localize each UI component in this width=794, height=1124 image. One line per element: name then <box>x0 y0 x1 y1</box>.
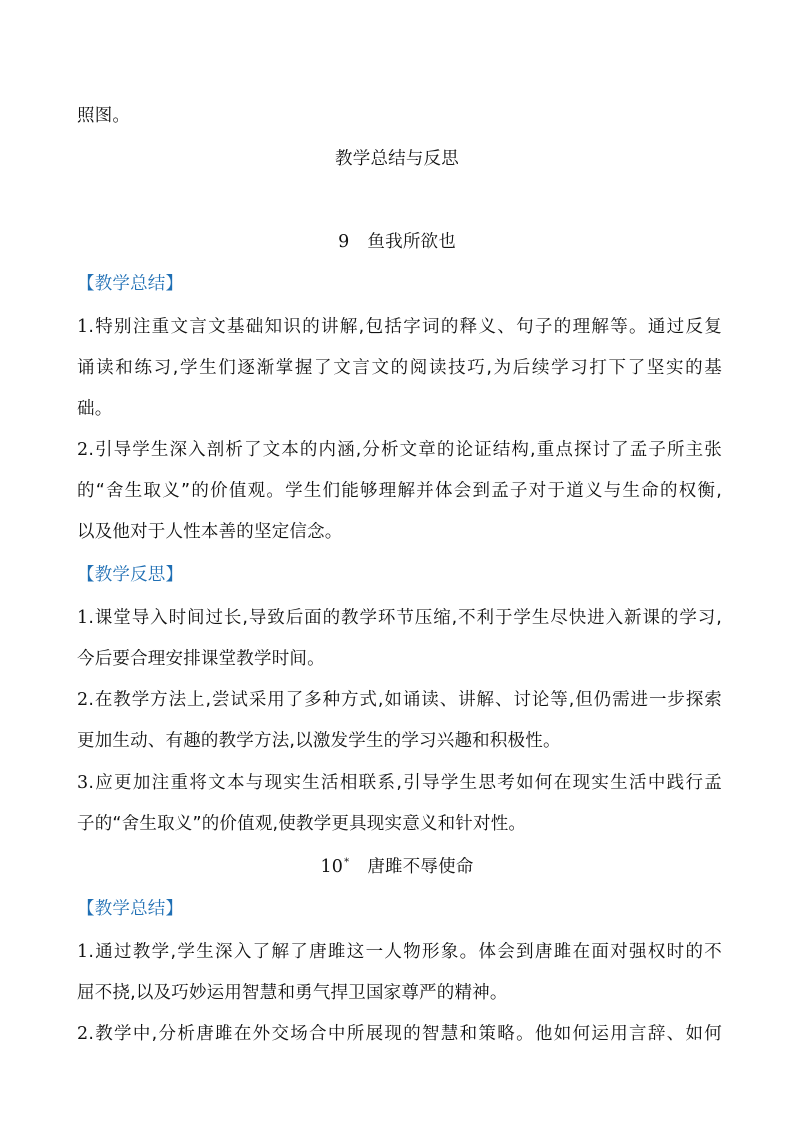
lesson-9-reflection-1-line-2: 今后要合理安排课堂教学时间。 <box>77 649 325 669</box>
lesson-9-reflection-2-line-1: 2.在教学方法上,尝试采用了多种方式,如诵读、讲解、讨论等,但仍需进一步探索 <box>77 690 722 710</box>
lesson-10-title: 唐雎不辱使命 <box>367 857 474 877</box>
section-title: 教学总结与反思 <box>335 149 459 169</box>
lesson-10-heading <box>0 855 794 882</box>
lesson-9-summary-2-line-2: 的“舍生取义”的价值观。学生们能够理解并体会到孟子对于道义与生命的权衡, <box>77 481 722 501</box>
top-fragment-text: 照图。 <box>77 106 131 126</box>
lesson-9-summary-2-line-1: 2.引导学生深入剖析了文本的内涵,分析文章的论证结构,重点探讨了孟子所主张 <box>77 440 722 460</box>
lesson-9-summary-tag: 【教学总结】 <box>77 274 184 294</box>
lesson-9-summary-1-line-2: 诵读和练习,学生们逐渐掌握了文言文的阅读技巧,为后续学习打下了坚实的基 <box>77 358 722 378</box>
lesson-9-reflection-2-line-2: 更加生动、有趣的教学方法,以激发学生的学习兴趣和积极性。 <box>77 731 561 751</box>
lesson-10-summary-1-line-2: 屈不挠,以及巧妙运用智慧和勇气捍卫国家尊严的精神。 <box>77 983 508 1003</box>
lesson-9-number: 9 <box>338 232 350 252</box>
lesson-10-summary-1-line-1: 1.通过教学,学生深入了解了唐雎这一人物形象。体会到唐雎在面对强权时的不 <box>77 942 722 962</box>
lesson-9-reflection-1-line-1: 1.课堂导入时间过长,导致后面的教学环节压缩,不利于学生尽快进入新课的学习, <box>77 608 722 628</box>
lesson-9-summary-2-line-3: 以及他对于人性本善的坚定信念。 <box>77 522 343 542</box>
lesson-9-reflection-3-line-2: 子的“舍生取义”的价值观,使教学更具现实意义和针对性。 <box>77 814 527 834</box>
lesson-10-summary-tag: 【教学总结】 <box>77 899 184 919</box>
lesson-9-heading <box>0 230 794 254</box>
lesson-10-summary-2-line-1: 2.教学中,分析唐雎在外交场合中所展现的智慧和策略。他如何运用言辞、如何 <box>77 1024 722 1044</box>
lesson-9-reflection-3-line-1: 3.应更加注重将文本与现实生活相联系,引导学生思考如何在现实生活中践行孟 <box>77 773 722 793</box>
lesson-9-title: 鱼我所欲也 <box>367 232 456 252</box>
lesson-10-number: 10 <box>320 857 344 877</box>
lesson-9-summary-1-line-3: 础。 <box>77 399 113 419</box>
lesson-10-mark: * <box>344 857 350 868</box>
lesson-9-summary-1-line-1: 1.特别注重文言文基础知识的讲解,包括字词的释义、句子的理解等。通过反复 <box>77 317 722 337</box>
lesson-9-reflection-tag: 【教学反思】 <box>77 565 184 585</box>
